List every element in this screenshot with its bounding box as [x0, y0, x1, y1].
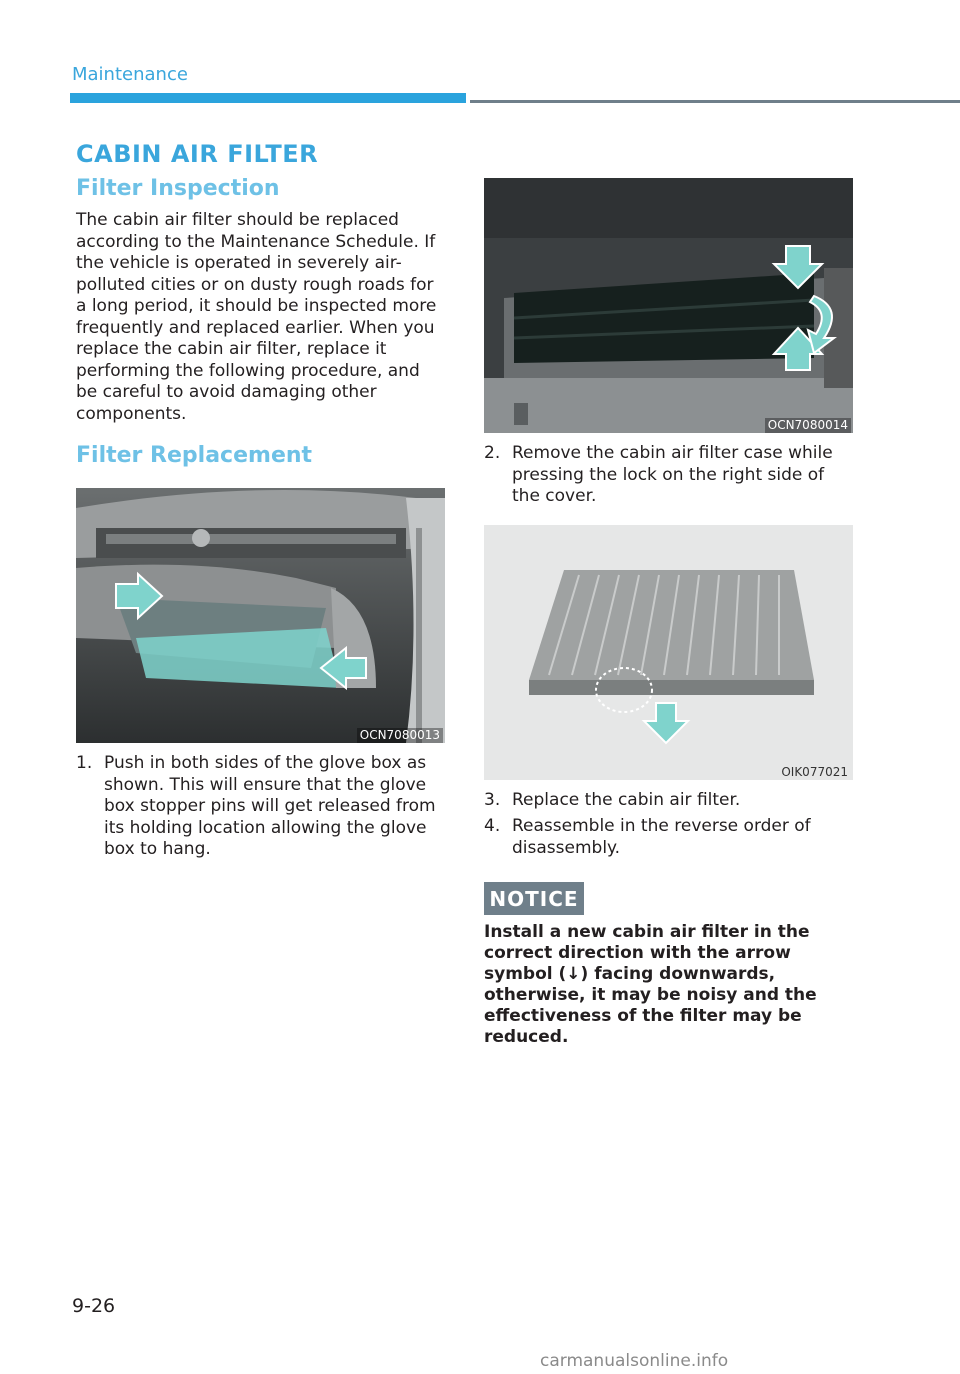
inspection-heading: Filter Inspection: [76, 176, 280, 201]
step-3: [484, 790, 856, 812]
page-title: CABIN AIR FILTER: [76, 140, 319, 168]
step-4: [484, 816, 856, 859]
glove-box-figure: [76, 488, 445, 743]
step-number: 4.: [484, 816, 501, 836]
watermark: carmanualsonline.info: [540, 1351, 729, 1371]
glove-box-illustration: [76, 488, 445, 743]
page-number: 9-26: [72, 1295, 116, 1317]
notice-label: NOTICE: [484, 882, 584, 915]
step-text: Replace the cabin air filter.: [512, 790, 741, 810]
step-text: Remove the cabin air filter case while pressing the lock on the right side of the cover.: [512, 443, 833, 506]
step-1: [76, 753, 448, 861]
header-rule-gray: [470, 100, 960, 103]
step-number: 2.: [484, 443, 501, 463]
air-filter-illustration: [484, 525, 853, 780]
header-rule-accent: [70, 93, 466, 103]
section-label: Maintenance: [72, 64, 188, 85]
figure-code: OCN7080014: [765, 418, 851, 433]
filter-case-illustration: [484, 178, 853, 433]
step-number: 3.: [484, 790, 501, 810]
notice-text: Install a new cabin air filter in the correct direction with the arrow symbol (↓) facing downwards, otherwise, it may be noisy and the effectiveness of the filter may be reduced.: [484, 922, 817, 1047]
figure-code: OIK077021: [781, 765, 848, 779]
step-number: 1.: [76, 753, 93, 773]
step-text: Push in both sides of the glove box as shown. This will ensure that the glove box stopper pins will get released from its holding location allowing the glove box to hang.: [104, 753, 436, 859]
replacement-heading: Filter Replacement: [76, 443, 313, 468]
air-filter-figure: [484, 525, 853, 780]
filter-case-figure: [484, 178, 853, 433]
inspection-paragraph: The cabin air filter should be replaced according to the Maintenance Schedule. If the vehicle is operated in severely air-polluted cities or on dusty rough roads for a long period, it should be inspected more frequently and replaced earlier. When you replace the cabin air filter, replace it performing the following procedure, and be careful to avoid damaging other components.: [76, 210, 437, 424]
figure-code: OCN7080013: [357, 728, 443, 743]
step-text: Reassemble in the reverse order of disassembly.: [512, 816, 811, 858]
step-2: [484, 443, 856, 508]
